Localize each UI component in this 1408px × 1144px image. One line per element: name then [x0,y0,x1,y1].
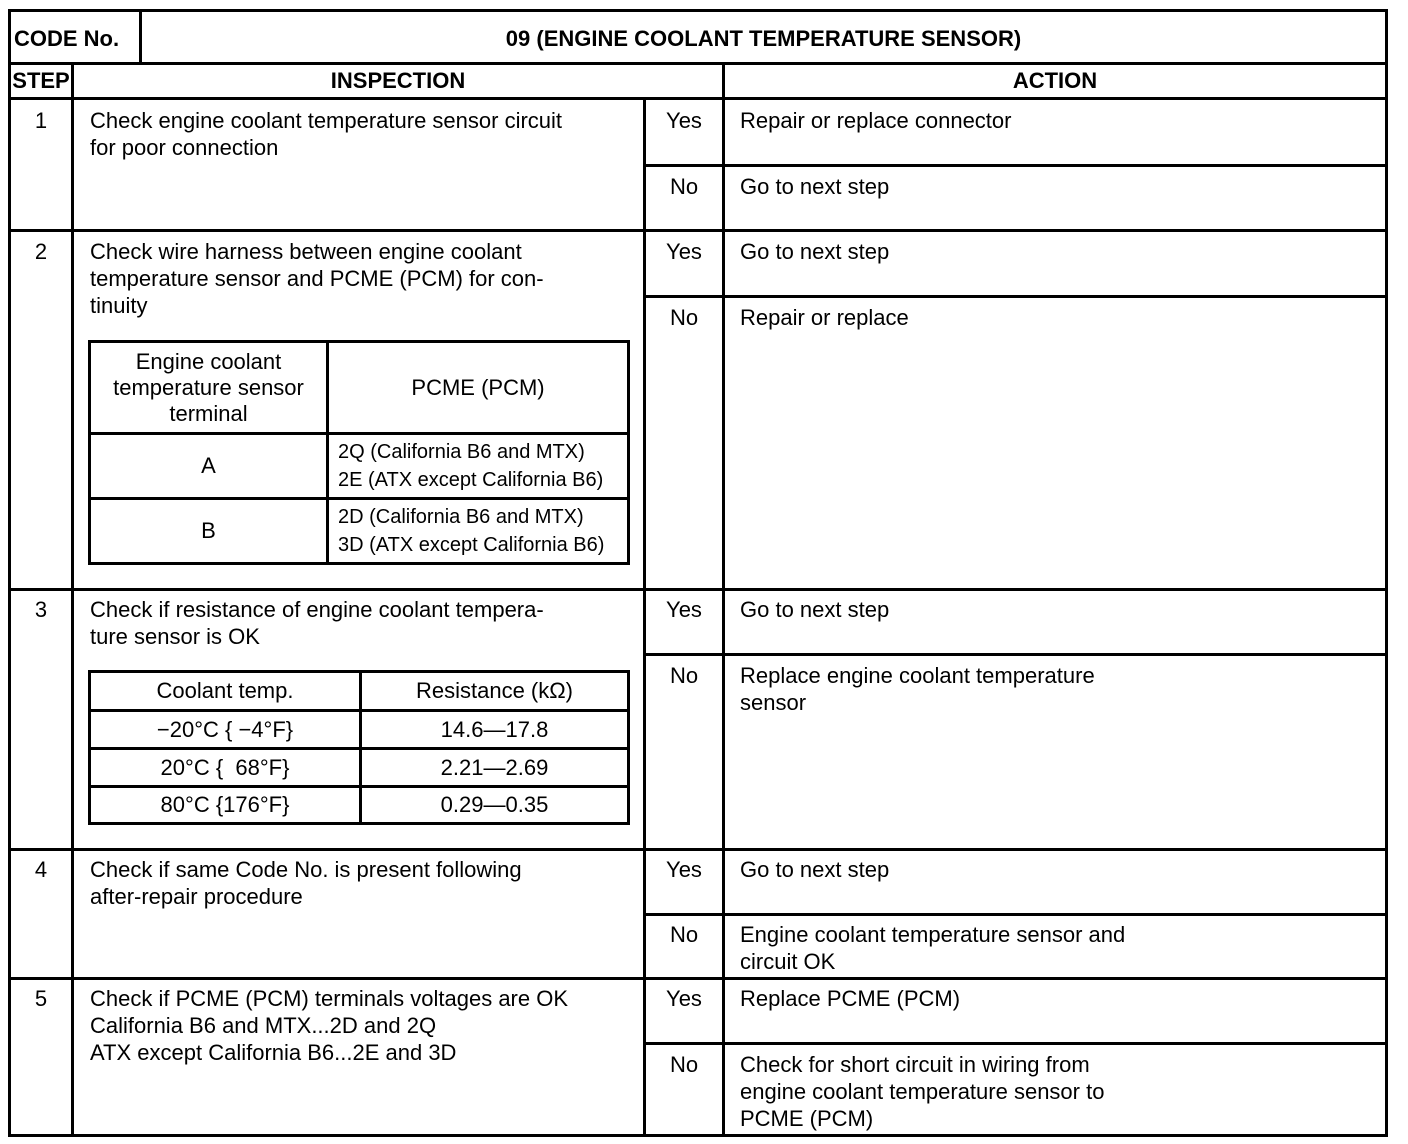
yes-label: Yes [666,239,702,264]
no-action: Repair or replace [740,305,909,330]
inspection-header: INSPECTION [330,68,466,93]
resistance-table-cell-resistance: 2.21—2.69 [440,754,549,780]
resistance-table-cell-temp: 80°C {176°F} [160,792,290,817]
row-divider [8,588,1388,591]
terminal-table-header-pcm: PCME (PCM) [411,374,545,400]
no-label: No [669,305,699,330]
terminal-table-cell-pcm: 2D (California B6 and MTX) 3D (ATX except California B6) [338,506,605,556]
table-border-top [8,9,1388,12]
step-inspection: Check wire harness between engine coolant temperature sensor and PCME (PCM) for con- tinuity [90,239,544,318]
yes-action: Go to next step [740,239,890,264]
terminal-table-cell-terminal: A [201,453,216,478]
no-label: No [669,663,699,688]
action-column-divider [722,62,725,1137]
no-label: No [669,174,699,199]
no-action: Replace engine coolant temperature sensor [740,663,1095,715]
yes-label: Yes [666,857,702,882]
code-title: 09 (ENGINE COOLANT TEMPERATURE SENSOR) [505,26,1022,51]
step-number: 1 [34,108,48,133]
action-header: ACTION [1012,68,1098,93]
no-action: Engine coolant temperature sensor and circuit OK [740,922,1126,974]
yes-action: Replace PCME (PCM) [740,986,961,1011]
yes-no-divider [643,653,1388,656]
table-border-right [1385,9,1388,1137]
yes-label: Yes [666,986,702,1011]
step-inspection: Check if resistance of engine coolant tempera- ture sensor is OK [90,597,544,649]
row-divider [8,977,1388,980]
table-border-bottom [8,1134,1388,1137]
step-inspection: Check engine coolant temperature sensor circuit for poor connection [90,108,563,160]
no-action: Check for short circuit in wiring from engine coolant temperature sensor to PCME (PCM) [740,1052,1105,1131]
resistance-table-cell-resistance: 0.29—0.35 [440,792,549,817]
yes-no-divider [643,1042,1388,1045]
step-column-divider [71,62,74,1137]
terminal-table-cell-terminal: B [201,518,216,543]
resistance-table [88,670,630,825]
yes-label: Yes [666,108,702,133]
yes-action: Go to next step [740,857,890,882]
yes-no-divider [643,164,1388,167]
step-number: 5 [34,986,48,1011]
row-divider [8,97,1388,100]
yes-action: Go to next step [740,597,890,622]
yes-action: Repair or replace connector [740,108,1012,133]
terminal-table-header-terminal: Engine coolant temperature sensor terminal [113,348,304,426]
step-number: 2 [34,239,48,264]
step-number: 4 [34,857,48,882]
row-divider [8,62,1388,65]
terminal-table [88,340,630,565]
resistance-table-header-temp: Coolant temp. [156,678,294,703]
yes-no-divider [643,913,1388,916]
resistance-table-cell-resistance: 14.6—17.8 [440,716,549,742]
row-divider [8,229,1388,232]
resistance-table-cell-temp: −20°C { −4°F} [156,716,294,742]
yes-no-divider [643,295,1388,298]
yes-label: Yes [666,597,702,622]
row-divider [8,848,1388,851]
step-number: 3 [34,597,48,622]
code-number-label: CODE No. [14,26,120,51]
step-inspection: Check if PCME (PCM) terminals voltages are OK California B6 and MTX...2D and 2Q ATX except California B6...2E and 3D [90,986,569,1065]
resistance-table-cell-temp: 20°C { 68°F} [160,754,290,780]
no-action: Go to next step [740,174,890,199]
resistance-table-header-resistance: Resistance (kΩ) [415,678,574,703]
terminal-table-cell-pcm: 2Q (California B6 and MTX) 2E (ATX except California B6) [338,441,604,491]
no-label: No [669,1052,699,1077]
no-label: No [669,922,699,947]
step-header: STEP [12,68,70,93]
table-border-left [8,9,11,1137]
step-inspection: Check if same Code No. is present following after-repair procedure [90,857,522,909]
